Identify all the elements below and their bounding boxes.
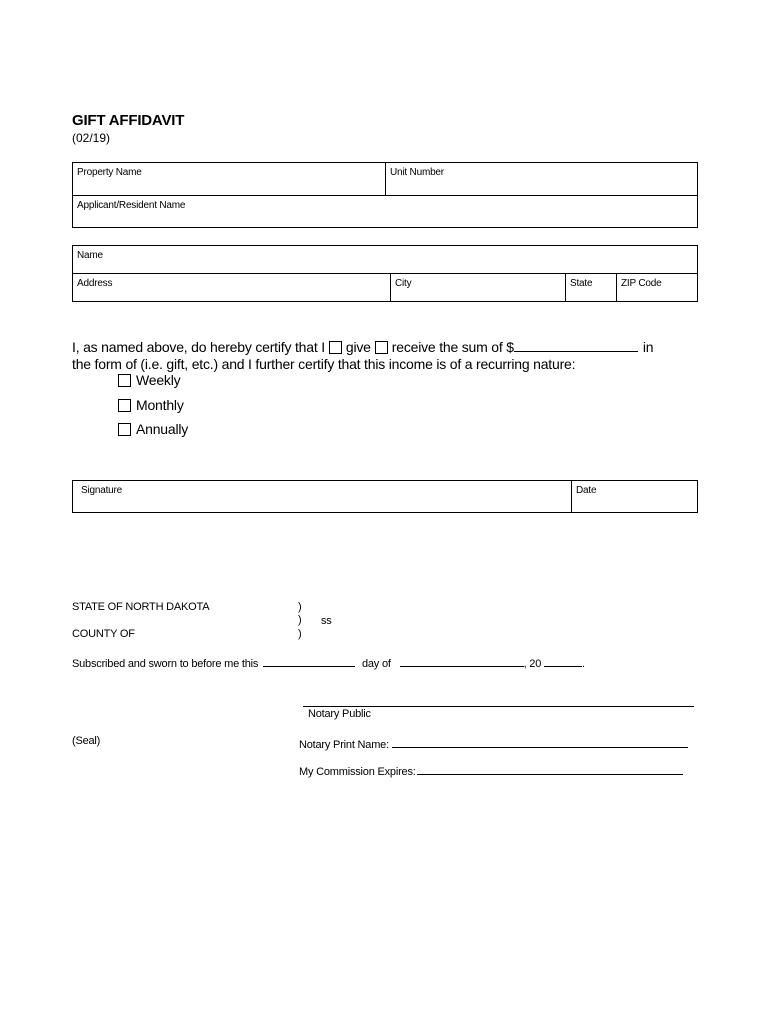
address-field[interactable]: [73, 274, 390, 301]
zip-label: ZIP Code: [621, 278, 662, 289]
receive-checkbox[interactable]: [375, 341, 388, 354]
day-field[interactable]: [263, 654, 355, 667]
state-label: State: [570, 278, 593, 289]
monthly-option[interactable]: [118, 397, 184, 413]
address-label: Address: [77, 278, 113, 289]
signature-box: [72, 480, 698, 513]
weekly-option[interactable]: [118, 372, 180, 388]
date-label: Date: [576, 485, 597, 496]
unit-number-field[interactable]: [386, 163, 697, 195]
state-line: STATE OF NORTH DAKOTA: [72, 601, 210, 613]
notary-print-name-line: [299, 735, 688, 751]
city-label: City: [395, 278, 412, 289]
year-field[interactable]: [544, 654, 582, 667]
property-box: [72, 162, 698, 228]
annually-checkbox[interactable]: [118, 423, 131, 436]
certification-line-1: [72, 339, 653, 355]
giver-name-field[interactable]: [73, 246, 697, 273]
commission-field[interactable]: [417, 762, 683, 775]
commission-label: My Commission Expires:: [299, 766, 416, 778]
property-name-label: Property Name: [77, 167, 142, 178]
certification-line-2: the form of (i.e. gift, etc.) and I further certify that this income is of a recurring nature:: [72, 356, 576, 372]
monthly-label: Monthly: [136, 397, 184, 413]
subscribed-prefix: Subscribed and sworn to before me this: [72, 658, 259, 670]
paren: ): [298, 614, 302, 626]
certify-suffix: in: [642, 339, 654, 355]
signature-label: Signature: [81, 485, 123, 496]
give-checkbox[interactable]: [329, 341, 342, 354]
day-of-label: day of: [361, 658, 391, 670]
period: .: [582, 658, 585, 670]
signature-field[interactable]: [77, 481, 571, 512]
give-label: give: [345, 339, 371, 355]
notary-signature-line[interactable]: [303, 706, 694, 707]
state-field[interactable]: [566, 274, 616, 301]
applicant-name-label: Applicant/Resident Name: [77, 200, 186, 211]
paren: ): [298, 628, 302, 640]
notary-print-name-label: Notary Print Name:: [299, 739, 389, 751]
monthly-checkbox[interactable]: [118, 399, 131, 412]
weekly-checkbox[interactable]: [118, 374, 131, 387]
paren: ): [298, 601, 302, 613]
applicant-name-field[interactable]: [73, 196, 697, 227]
receive-label: receive the sum of $: [391, 339, 514, 355]
unit-number-label: Unit Number: [390, 167, 444, 178]
month-field[interactable]: [400, 654, 524, 667]
subscribed-line: [72, 654, 585, 670]
certify-prefix: I, as named above, do hereby certify that I: [72, 339, 325, 355]
date-field[interactable]: [572, 481, 697, 512]
page-title: GIFT AFFIDAVIT: [72, 112, 185, 129]
commission-line: [299, 762, 683, 778]
zip-field[interactable]: [617, 274, 697, 301]
county-line: COUNTY OF: [72, 628, 135, 640]
property-name-field[interactable]: [73, 163, 385, 195]
amount-field[interactable]: [514, 339, 638, 352]
form-revision: (02/19): [72, 131, 111, 145]
notary-public-label: Notary Public: [308, 708, 371, 720]
giver-name-label: Name: [77, 250, 103, 261]
weekly-label: Weekly: [136, 372, 181, 388]
notary-print-name-field[interactable]: [392, 735, 688, 748]
giver-box: [72, 245, 698, 302]
city-field[interactable]: [391, 274, 565, 301]
annually-label: Annually: [136, 421, 189, 437]
seal-label: (Seal): [72, 735, 101, 747]
ss-label: ss: [321, 615, 332, 627]
year-prefix: , 20: [523, 658, 542, 670]
annually-option[interactable]: [118, 421, 188, 437]
